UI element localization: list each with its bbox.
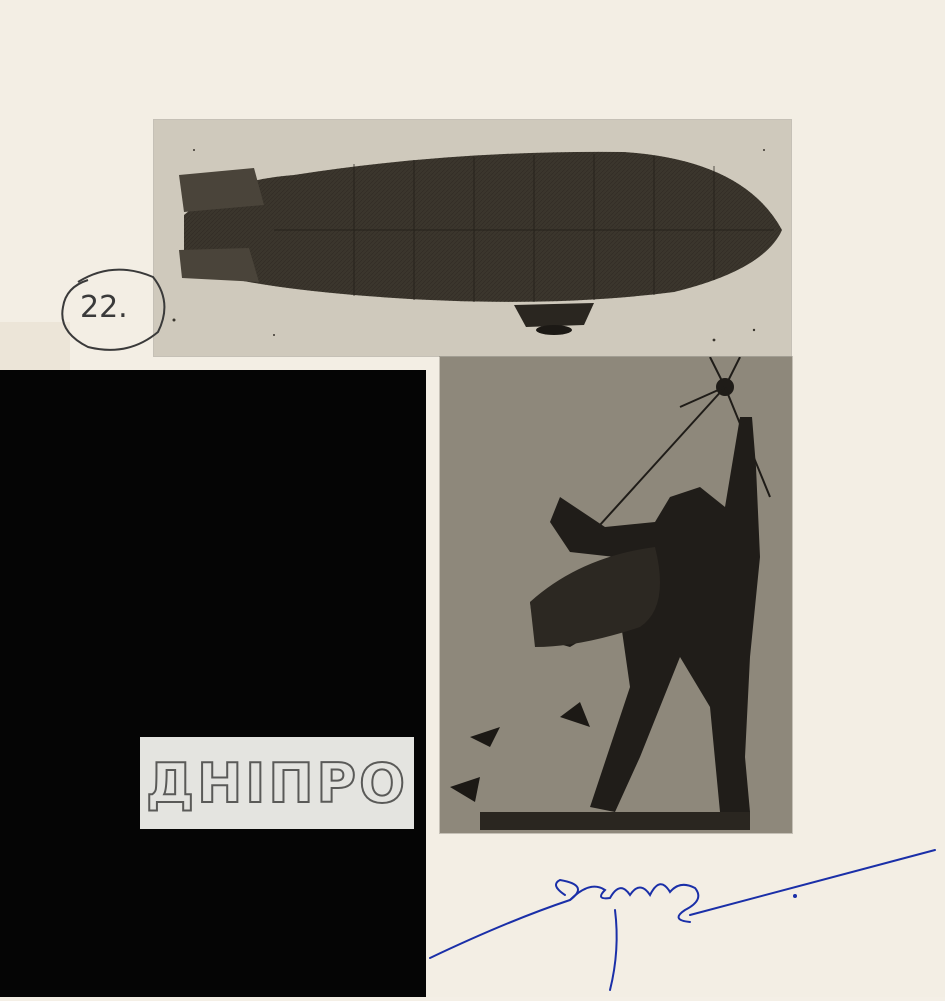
artist-signature: [420, 840, 940, 997]
city-label: ДНІПРО: [145, 751, 409, 815]
statue-etching: [440, 357, 792, 833]
airship-etching: [154, 120, 791, 356]
plate-number-text: 22.: [80, 290, 128, 325]
plate-number: [58, 262, 170, 354]
city-label-card: [140, 737, 414, 829]
black-paper-panel: [0, 370, 426, 997]
